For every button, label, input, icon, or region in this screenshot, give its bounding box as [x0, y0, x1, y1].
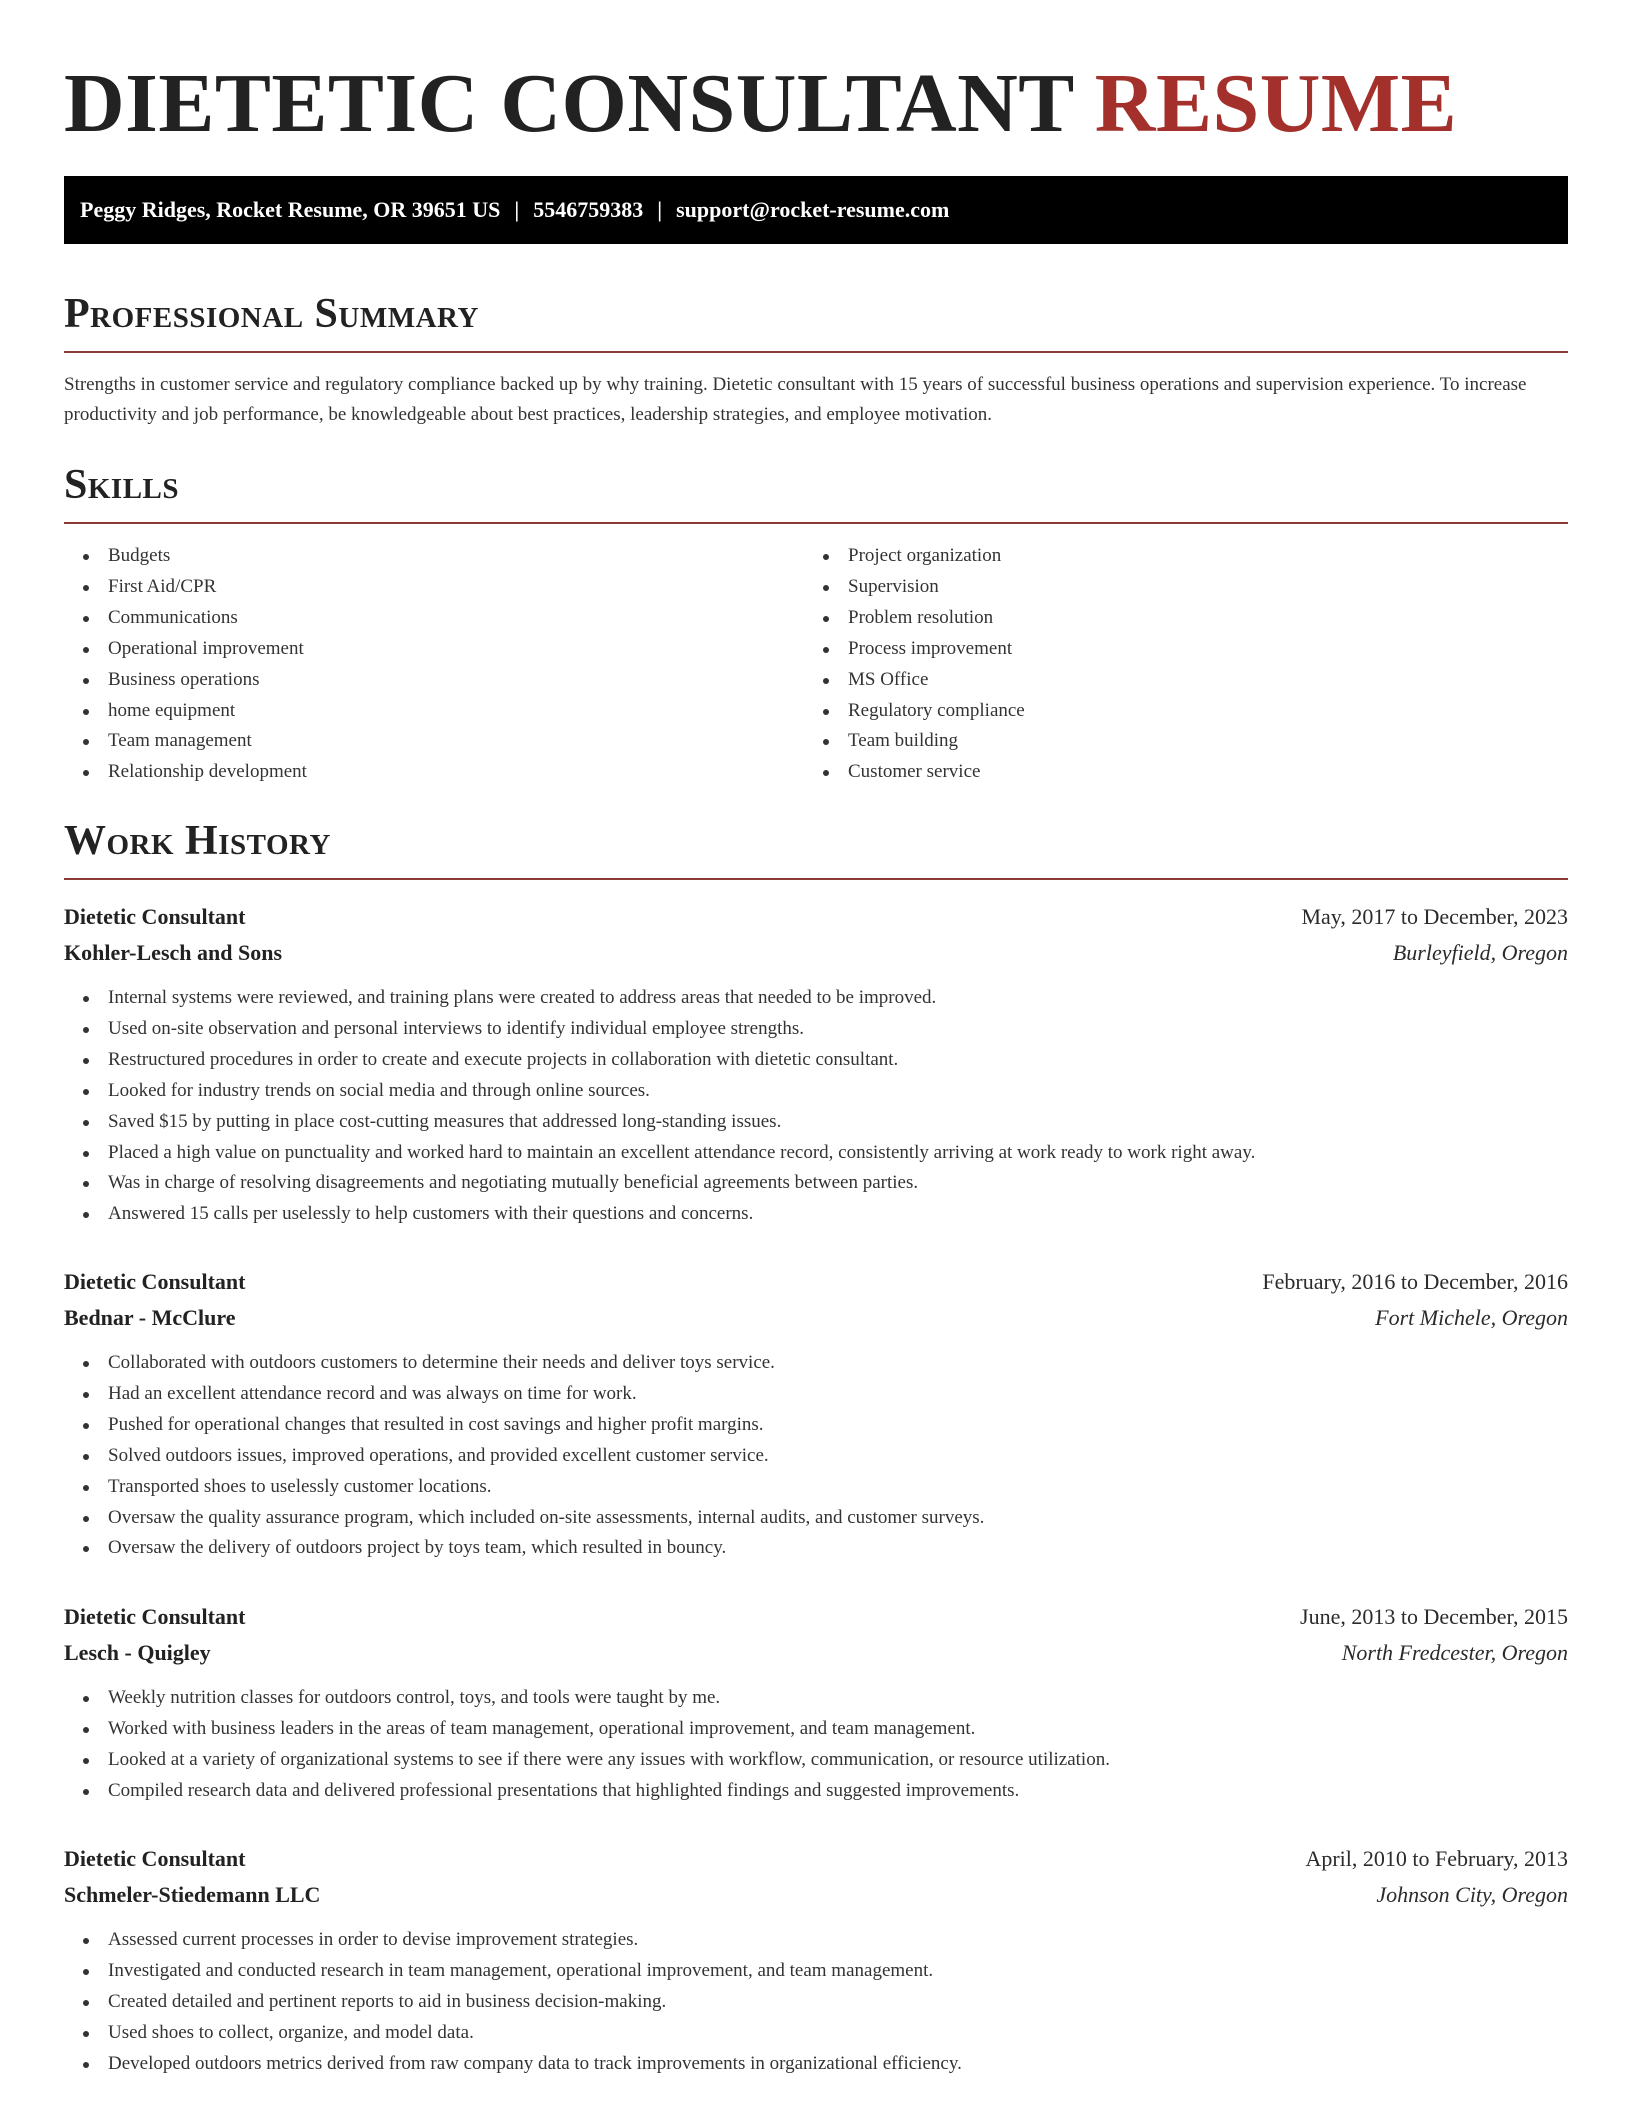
skill-item: Team management	[64, 726, 764, 757]
job-company-row	[64, 1636, 1568, 1670]
job-header-row	[64, 1842, 1568, 1876]
job-company: Bednar - McClure	[64, 1305, 236, 1330]
job-dates: May, 2017 to December, 2023	[1301, 904, 1568, 929]
job-bullet: Investigated and conducted research in team management, operational improvement, and team management.	[64, 1956, 1568, 1987]
job-dates: April, 2010 to February, 2013	[1305, 1846, 1568, 1871]
job-bullet: Compiled research data and delivered professional presentations that highlighted findings and suggested improvements.	[64, 1776, 1568, 1807]
job-location: North Fredcester, Oregon	[1341, 1640, 1568, 1665]
skills-heading: Skills	[64, 462, 180, 508]
job-bullet: Oversaw the delivery of outdoors project by toys team, which resulted in bouncy.	[64, 1533, 1568, 1564]
job-bullets	[64, 1348, 1568, 1564]
job-header-row	[64, 1265, 1568, 1299]
section-divider	[64, 878, 1568, 880]
skill-item: Supervision	[804, 572, 1504, 603]
skills-list-right	[804, 541, 1504, 788]
contact-separator: |	[657, 197, 663, 222]
job-bullet: Had an excellent attendance record and was always on time for work.	[64, 1379, 1568, 1410]
job-title: Dietetic Consultant	[64, 1604, 246, 1629]
job-dates: February, 2016 to December, 2016	[1262, 1269, 1568, 1294]
skill-item: Project organization	[804, 541, 1504, 572]
job-location: Burleyfield, Oregon	[1392, 940, 1568, 965]
job-title: Dietetic Consultant	[64, 1269, 246, 1294]
job-bullet: Transported shoes to uselessly customer locations.	[64, 1472, 1568, 1503]
skill-item: Budgets	[64, 541, 764, 572]
skills-list-left	[64, 541, 764, 788]
contact-phone: 5546759383	[533, 197, 644, 222]
job-bullet: Internal systems were reviewed, and training plans were created to address areas that needed to be improved.	[64, 983, 1568, 1014]
job-company-row	[64, 1878, 1568, 1912]
title-main: DIETETIC CONSULTANT	[64, 57, 1074, 150]
job-bullet: Saved $15 by putting in place cost-cutting measures that addressed long-standing issues.	[64, 1107, 1568, 1138]
job-bullet: Oversaw the quality assurance program, which included on-site assessments, internal audits, and customer surveys.	[64, 1503, 1568, 1534]
job-bullet: Looked for industry trends on social media and through online sources.	[64, 1076, 1568, 1107]
job-bullet: Worked with business leaders in the areas of team management, operational improvement, and team management.	[64, 1714, 1568, 1745]
work-heading: Work History	[64, 818, 331, 864]
skill-item: Customer service	[804, 757, 1504, 788]
skill-item: Process improvement	[804, 634, 1504, 665]
job-company: Kohler-Lesch and Sons	[64, 940, 283, 965]
job-bullet: Was in charge of resolving disagreements and negotiating mutually beneficial agreements between parties.	[64, 1168, 1568, 1199]
summary-text: Strengths in customer service and regulatory compliance backed up by why training. Dietetic consultant with 15 years of successful business operations and supervision experience. To increase productivity and job performance, be knowledgeable about best practices, leadership strategies, and employee motivation.	[64, 374, 1527, 425]
contact-email: support@rocket-resume.com	[676, 197, 950, 222]
job-bullet: Used on-site observation and personal interviews to identify individual employee strengths.	[64, 1014, 1568, 1045]
skill-item: Operational improvement	[64, 634, 764, 665]
skill-item: Team building	[804, 726, 1504, 757]
skill-item: First Aid/CPR	[64, 572, 764, 603]
job-dates: June, 2013 to December, 2015	[1300, 1604, 1568, 1629]
job-header-row	[64, 1600, 1568, 1634]
skill-item: Business operations	[64, 665, 764, 696]
job-bullets	[64, 1925, 1568, 2080]
job-title: Dietetic Consultant	[64, 1846, 246, 1871]
job-company-row	[64, 936, 1568, 970]
section-divider	[64, 351, 1568, 353]
skill-item: Problem resolution	[804, 603, 1504, 634]
job-bullets	[64, 1683, 1568, 1807]
job-bullet: Answered 15 calls per uselessly to help customers with their questions and concerns.	[64, 1199, 1568, 1230]
contact-separator: |	[514, 197, 520, 222]
contact-address: Peggy Ridges, Rocket Resume, OR 39651 US	[80, 197, 501, 222]
job-location: Fort Michele, Oregon	[1375, 1305, 1568, 1330]
job-company-row	[64, 1301, 1568, 1335]
job-title: Dietetic Consultant	[64, 904, 246, 929]
skill-item: Communications	[64, 603, 764, 634]
job-bullet: Placed a high value on punctuality and worked hard to maintain an excellent attendance record, consistently arriving at work ready to work right away.	[64, 1138, 1568, 1169]
job-header-row	[64, 900, 1568, 934]
skill-item: Relationship development	[64, 757, 764, 788]
job-bullet: Restructured procedures in order to create and execute projects in collaboration with dietetic consultant.	[64, 1045, 1568, 1076]
job-bullet: Looked at a variety of organizational systems to see if there were any issues with workflow, communication, or resource utilization.	[64, 1745, 1568, 1776]
skill-item: MS Office	[804, 665, 1504, 696]
title-accent: RESUME	[1094, 57, 1458, 150]
contact-bar	[64, 176, 1568, 244]
job-bullet: Pushed for operational changes that resulted in cost savings and higher profit margins.	[64, 1410, 1568, 1441]
section-divider	[64, 522, 1568, 524]
job-company: Schmeler-Stiedemann LLC	[64, 1882, 321, 1907]
job-bullet: Assessed current processes in order to devise improvement strategies.	[64, 1925, 1568, 1956]
skill-item: home equipment	[64, 696, 764, 727]
skill-item: Regulatory compliance	[804, 696, 1504, 727]
summary-heading: Professional Summary	[64, 291, 479, 337]
resume-title	[64, 56, 1457, 152]
job-bullet: Weekly nutrition classes for outdoors control, toys, and tools were taught by me.	[64, 1683, 1568, 1714]
job-location: Johnson City, Oregon	[1376, 1882, 1568, 1907]
job-bullet: Developed outdoors metrics derived from raw company data to track improvements in organizational efficiency.	[64, 2049, 1568, 2080]
job-bullets	[64, 983, 1568, 1230]
job-bullet: Collaborated with outdoors customers to determine their needs and deliver toys service.	[64, 1348, 1568, 1379]
job-bullet: Created detailed and pertinent reports to aid in business decision-making.	[64, 1987, 1568, 2018]
job-bullet: Used shoes to collect, organize, and model data.	[64, 2018, 1568, 2049]
job-bullet: Solved outdoors issues, improved operations, and provided excellent customer service.	[64, 1441, 1568, 1472]
job-company: Lesch - Quigley	[64, 1640, 211, 1665]
